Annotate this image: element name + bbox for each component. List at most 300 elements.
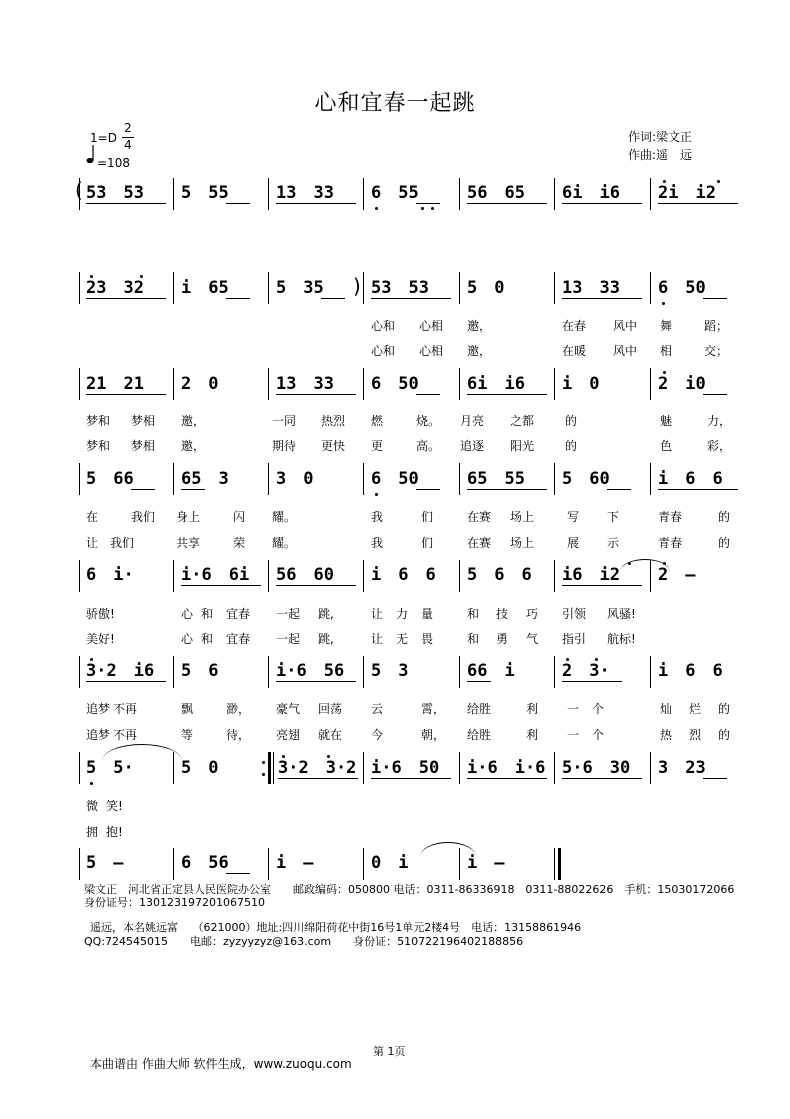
lyric-verse-1: 霄， [421,702,446,716]
barline [79,178,80,210]
octave-dot [663,180,666,183]
measure: 5·6 30 [562,758,631,778]
measure: 5 — [86,853,124,873]
measure: i 65 [181,278,229,298]
lyric-verse-2: 风中 [613,344,638,358]
barline [459,463,460,495]
octave-dot [375,207,378,210]
lyric-verse-1: 在赛 [467,510,492,524]
beam [416,489,440,490]
octave-dot [421,207,424,210]
measure: 2 3· [562,661,610,681]
measure: i·6 50 [371,758,440,778]
lyric-verse-1: 们 [421,510,434,524]
measure: 2i i2 [658,183,716,203]
lyric-verse-1: 在 [86,510,99,524]
lyric-verse-2: 期待 [272,439,297,453]
beam [658,489,738,490]
lyric-verse-1: 不再 [113,702,138,716]
barline [268,463,269,495]
beam [226,203,250,204]
lyric-verse-2: 不再 [113,728,138,742]
barline [363,272,364,304]
slur [620,559,670,572]
octave-dot [717,180,720,183]
lyric-verse-1: 下 [607,510,620,524]
time-signature-top: 2 [124,121,132,135]
measure: 6 50 [371,469,419,489]
lyric-verse-2: 梦和 [86,439,111,453]
lyric-verse-1: 热烈 [321,414,346,428]
measure: 2 i0 [658,374,706,394]
octave-dot [595,658,598,661]
software-credit: 本曲谱由 作曲大师 软件生成，www.zuoqu.com [90,1057,352,1071]
lyric-verse-1: 舞 [660,319,673,333]
octave-dot [431,207,434,210]
lyric-verse-2: 追梦 [86,728,111,742]
lyric-verse-2: 的 [718,728,731,742]
measure: i 6 6 [658,661,723,681]
beam [562,203,642,204]
barline [268,178,269,210]
lyric-verse-2: 我 [371,536,384,550]
measure: 5 55 [181,183,229,203]
barline [79,848,80,880]
lyric-verse-2: 场上 [510,536,535,550]
barline [363,178,364,210]
measure: 13 33 [562,278,620,298]
barline [363,656,364,688]
lyric-verse-1: 个 [592,702,605,716]
lyric-verse-2: 高。 [416,439,441,453]
beam [703,394,727,395]
lyric-verse-2: 勇 [496,632,509,646]
measure: 6 50 [371,374,419,394]
measure: 2 0 [181,374,219,394]
beam [371,298,451,299]
lyric-verse-1: 飘 [181,702,194,716]
lyric-verse-1: 的 [565,414,578,428]
measure: 5 60 [562,469,610,489]
lyric-verse-2: 心 [181,632,194,646]
lyric-verse-1: 蹈； [704,319,729,333]
lyric-verse-1: 利 [526,702,539,716]
measure: 6 55 [371,183,419,203]
lyric-verse-2: 们 [421,536,434,550]
barline [79,560,80,592]
beam [86,203,166,204]
lyric-verse-2: 在赛 [467,536,492,550]
measure: 5 66 [86,469,134,489]
measure: 6i i6 [562,183,620,203]
measure: i — [276,853,314,873]
lyric-verse-1: 一同 [272,414,297,428]
repeat-barline [268,752,271,784]
lyric-verse-1: 豪气 [276,702,301,716]
lyric-verse-2: 和 [467,632,480,646]
lyric-verse-2: 我们 [110,536,135,550]
lyric-verse-2: 在暖 [562,344,587,358]
barline [554,272,555,304]
open-paren: ( [75,178,83,202]
quarter-note-icon [86,144,94,164]
barline [173,368,174,400]
measure: 3 0 [276,469,314,489]
barline [268,656,269,688]
lyric-verse-2: 就在 [318,728,343,742]
barline [650,272,651,304]
lyric-verse-1: 云 [371,702,384,716]
barline [273,752,274,784]
lyric-verse-2: 邀， [181,439,206,453]
beam [371,778,451,779]
octave-dot [140,275,143,278]
beam [562,298,642,299]
lyric-verse-1: 和 [201,607,214,621]
lyric-verse-2: 耀。 [272,536,297,550]
measure: 3·2 i6 [86,661,155,681]
measure: 13 33 [276,374,334,394]
barline [173,178,174,210]
measure: i6 i2 [562,565,620,585]
contact-composer-extra: QQ:724545015 电邮：zyzyyzyz@163.com 身份证：510722196402188856 [84,935,524,948]
measure: 56 65 [467,183,525,203]
lyric-verse-2: 共享 [176,536,201,550]
lyric-verse-2: 一起 [276,632,301,646]
measure: 6i i6 [467,374,525,394]
lyric-verse-2: 青春 [658,536,683,550]
octave-dot [90,658,93,661]
lyric-verse-1: 月亮 [460,414,485,428]
measure: i·6 6i [181,565,250,585]
measure: 53 53 [86,183,144,203]
measure: 21 21 [86,374,144,394]
barline [79,752,80,784]
barline [79,656,80,688]
lyric-verse-1: 场上 [510,510,535,524]
tie [102,744,182,761]
lyric-verse-1: 烧。 [416,414,441,428]
lyric-verse-2: 今 [371,728,384,742]
lyric-verse-1: 我们 [131,510,156,524]
lyric-verse-2: 热 [660,728,673,742]
measure: 6 56 [181,853,229,873]
close-paren: ) [353,274,361,298]
barline [79,272,80,304]
song-title: 心和宜春一起跳 [314,91,476,116]
beam [658,203,738,204]
measure: 6 i· [86,565,134,585]
page-number: 第 1页 [373,1045,406,1058]
beam [226,298,250,299]
lyric-verse-1: 心 [181,607,194,621]
octave-dot [663,371,666,374]
lyric-verse-1: 风中 [613,319,638,333]
beam [86,394,166,395]
lyric-verse-2: 更快 [321,439,346,453]
lyric-verse-1: 身上 [176,510,201,524]
repeat-dot [262,761,265,764]
beam [416,394,440,395]
lyric-verse-2: 交； [704,344,729,358]
lyric-verse-2: 朝， [421,728,446,742]
lyric-verse-2: 让 [371,632,384,646]
lyric-verse-1: 一起 [276,607,301,621]
barline [554,178,555,210]
barline [650,178,651,210]
measure: i·6 56 [276,661,345,681]
barline [363,848,364,880]
beam [86,681,166,682]
lyric-verse-1: 力， [707,414,732,428]
lyricist-credit: 作词:梁文正 [628,130,693,144]
tie [420,842,476,857]
lyric-verse-2: 个 [592,728,605,742]
barline [268,560,269,592]
octave-dot [90,275,93,278]
barline [268,272,269,304]
lyric-verse-1: 引领 [562,607,587,621]
barline [459,560,460,592]
lyric-verse-1: 写 [567,510,580,524]
barline [650,463,651,495]
measure: 5 5· [86,758,134,778]
lyric-verse-1: 微 [86,799,99,813]
lyric-verse-1: 一 [567,702,580,716]
lyric-verse-2: 指引 [562,632,587,646]
lyric-verse-1: 和 [467,607,480,621]
barline [554,463,555,495]
measure: 5 0 [467,278,505,298]
measure: 65 55 [467,469,525,489]
beam [181,585,261,586]
tempo-marking: =108 [97,156,130,170]
beam [276,681,356,682]
barline [363,368,364,400]
lyric-verse-2: 的 [718,536,731,550]
measure: 13 33 [276,183,334,203]
lyric-verse-1: 回荡 [318,702,343,716]
beam [562,778,642,779]
lyric-verse-1: 闪 [233,510,246,524]
octave-dot [663,562,666,565]
lyric-verse-1: 我 [371,510,384,524]
measure: 5 0 [181,758,219,778]
lyric-verse-1: 燃 [371,414,384,428]
beam [467,778,547,779]
octave-dot [662,302,665,305]
lyric-verse-2: 航标! [607,632,636,646]
lyric-verse-2: 给胜 [467,728,492,742]
barline [173,272,174,304]
lyric-verse-2: 彩， [707,439,732,453]
lyric-verse-1: 梦相 [131,414,156,428]
lyric-verse-1: 灿 [660,702,673,716]
lyric-verse-1: 让 [371,607,384,621]
barline [363,463,364,495]
lyric-verse-1: 跳, [318,607,334,621]
lyric-verse-2: 邀， [467,344,492,358]
barline [459,368,460,400]
lyric-verse-2: 抱! [106,825,123,839]
lyric-verse-2: 跳, [318,632,334,646]
lyric-verse-2: 心和 心相 [371,344,444,358]
lyric-verse-1: 心和 心相 [371,319,444,333]
lyric-verse-1: 追梦 [86,702,111,716]
beam [467,489,547,490]
octave-dot [282,755,285,758]
measure: i 6 6 [371,565,436,585]
lyric-verse-1: 之都 [510,414,535,428]
key-signature: 1=D [90,131,117,145]
beam [276,394,356,395]
lyric-verse-1: 的 [718,510,731,524]
measure: 5 3 [371,661,409,681]
measure: 5 6 6 [467,565,532,585]
beam [467,681,491,682]
measure: 5 35 [276,278,324,298]
lyric-verse-2: 荣 [233,536,246,550]
measure: i 6 6 [658,469,723,489]
beam [86,298,166,299]
beam [131,489,155,490]
lyric-verse-2: 拥 [86,825,99,839]
lyric-verse-2: 气 [526,632,539,646]
barline [650,368,651,400]
final-barline [558,848,561,880]
lyric-verse-2: 展 [567,536,580,550]
measure: 56 60 [276,565,334,585]
barline [459,752,460,784]
measure: 0 i [371,853,409,873]
measure: 5 6 [181,661,219,681]
lyric-verse-2: 色 [660,439,673,453]
repeat-dot [262,773,265,776]
final-barline [554,848,555,880]
lyric-verse-1: 风骚! [607,607,636,621]
barline [363,752,364,784]
composer-credit: 作曲:遥 远 [628,148,693,162]
lyric-verse-2: 示 [607,536,620,550]
barline [173,656,174,688]
measure: i 0 [562,374,600,394]
lyric-verse-2: 和 [201,632,214,646]
beam [276,203,356,204]
beam [467,203,547,204]
beam [321,298,345,299]
lyric-verse-2: 宜春 [226,632,251,646]
lyric-verse-1: 魅 [660,414,673,428]
lyric-verse-2: 让 [86,536,99,550]
beam [703,298,727,299]
beam [276,585,356,586]
lyric-verse-2: 无 [396,632,409,646]
barline [173,848,174,880]
lyric-verse-2: 烈 [689,728,702,742]
beam [278,778,358,779]
lyric-verse-1: 力 [396,607,409,621]
lyric-verse-1: 巧 [526,607,539,621]
barline [363,560,364,592]
barline [554,752,555,784]
measure: 3·2 3·2 [278,758,357,778]
lyric-verse-1: 给胜 [467,702,492,716]
barline [459,656,460,688]
lyric-verse-2: 追逐 [460,439,485,453]
lyric-verse-2: 更 [371,439,384,453]
lyric-verse-1: 耀。 [272,510,297,524]
lyric-verse-2: 阳光 [510,439,535,453]
lyric-verse-2: 等 [181,728,194,742]
barline [459,178,460,210]
lyric-verse-2: 畏 [421,632,434,646]
beam [416,203,440,204]
barline [79,463,80,495]
measure: 66 i [467,661,515,681]
beam [607,489,631,490]
barline [554,656,555,688]
barline [173,463,174,495]
measure: i·6 i·6 [467,758,546,778]
octave-dot [628,562,631,565]
contact-lyricist: 梁文正 河北省正定县人民医院办公室 邮政编码：050800 电话：0311-86336918 0311-88022626 手机：15030172066 [84,883,735,896]
octave-dot [566,658,569,661]
measure: 2 — [658,565,696,585]
barline [554,560,555,592]
barline [79,368,80,400]
beam [703,778,727,779]
barline [650,656,651,688]
beam [562,681,622,682]
lyric-verse-1: 梦和 [86,414,111,428]
lyric-verse-1: 在春 [562,319,587,333]
beam [467,394,547,395]
barline [459,272,460,304]
lyric-verse-2: 美好! [86,632,115,646]
lyric-verse-1: 骄傲! [86,607,115,621]
lyric-verse-1: 的 [718,702,731,716]
lyric-verse-1: 技 [496,607,509,621]
lyric-verse-1: 笑! [106,799,123,813]
lyric-verse-2: 利 [526,728,539,742]
lyric-verse-1: 渺， [226,702,251,716]
measure: i — [467,853,505,873]
contact-lyricist-id: 身份证号：130123197201067510 [84,896,265,909]
contact-composer: 遥远，本名姚远富 （621000）地址:四川绵阳荷花中街16号1单元2楼4号 电话：13158861946 [90,921,582,934]
measure: 65 3 [181,469,229,489]
lyric-verse-2: 亮翅 [276,728,301,742]
lyric-verse-1: 邀， [467,319,492,333]
barline [650,752,651,784]
barline [173,560,174,592]
measure: 3 23 [658,758,706,778]
lyric-verse-2: 一 [567,728,580,742]
measure: 6 50 [658,278,706,298]
lyric-verse-1: 量 [421,607,434,621]
lyric-verse-2: 待， [226,728,251,742]
measure: 53 53 [371,278,429,298]
lyric-verse-1: 宜春 [226,607,251,621]
lyric-verse-2: 相 [660,344,673,358]
lyric-verse-1: 青春 [658,510,683,524]
lyric-verse-2: 的 [565,439,578,453]
octave-dot [90,782,93,785]
octave-dot [327,755,330,758]
barline [268,368,269,400]
lyric-verse-1: 邀， [181,414,206,428]
barline [554,368,555,400]
octave-dot [375,493,378,496]
